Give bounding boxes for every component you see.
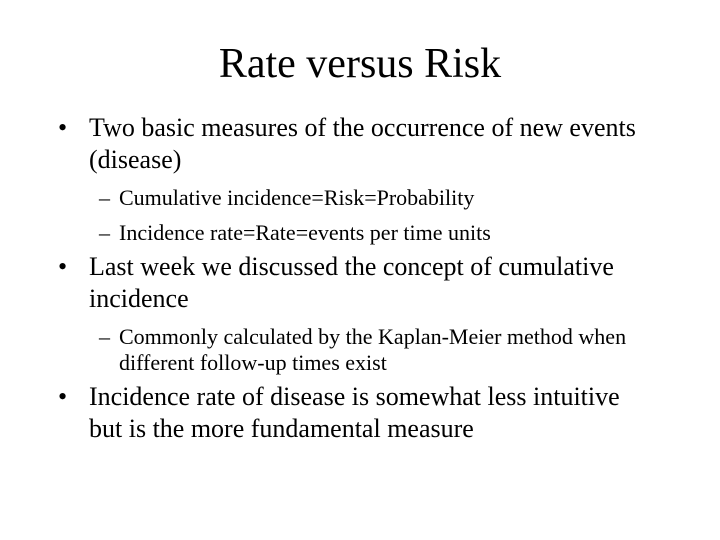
bullet-text: Incidence rate of disease is somewhat less intuitive but is the more fundamental measure [89, 382, 620, 443]
sub-bullet-item [89, 324, 658, 376]
sub-bullet-list [89, 324, 658, 376]
sub-bullet-marker: – [99, 185, 110, 210]
bullet-marker: • [58, 252, 68, 281]
sub-bullet-marker: – [99, 324, 110, 349]
sub-bullet-list [89, 185, 658, 246]
bullet-text: Two basic measures of the occurrence of new events (disease) [89, 113, 636, 174]
bullet-item [58, 251, 658, 376]
bullet-item [58, 381, 658, 445]
sub-bullet-text: Incidence rate=Rate=events per time units [119, 220, 491, 245]
sub-bullet-text: Cumulative incidence=Risk=Probability [119, 185, 475, 210]
bullet-text: Last week we discussed the concept of cumulative incidence [89, 252, 614, 313]
bullet-item [58, 112, 658, 246]
sub-bullet-item [89, 220, 658, 246]
sub-bullet-marker: – [99, 220, 110, 245]
sub-bullet-item [89, 185, 658, 211]
sub-bullet-text: Commonly calculated by the Kaplan-Meier method when different follow-up times exist [119, 324, 627, 375]
bullet-marker: • [58, 113, 68, 142]
bullet-marker: • [58, 382, 68, 411]
slide-title: Rate versus Risk [218, 41, 502, 87]
bullet-list [58, 112, 658, 445]
